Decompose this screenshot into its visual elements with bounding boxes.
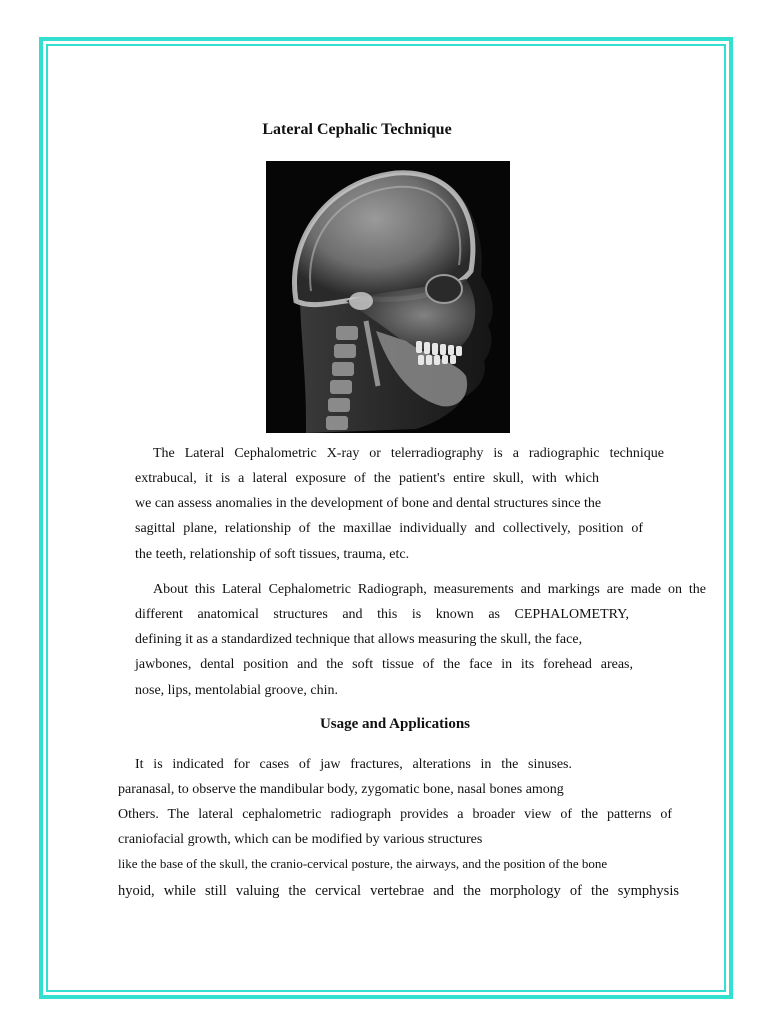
paragraph1-line: the teeth, relationship of soft tissues, trauma, etc. — [135, 547, 410, 562]
paragraph3-line: It is indicated for cases of jaw fractures, alterations in the sinuses. — [135, 757, 572, 772]
paragraph3-line: like the base of the skull, the cranio-cervical posture, the airways, and the position of the bone — [118, 856, 608, 871]
section-heading: Usage and Applications — [319, 716, 471, 732]
paragraph3-line: hyoid, while still valuing the cervical vertebrae and the morphology of the symphysis — [118, 883, 679, 899]
paragraph3-line: craniofacial growth, which can be modified by various structures — [118, 832, 483, 847]
paragraph1-line: The Lateral Cephalometric X-ray or telerradiography is a radiographic technique — [153, 446, 664, 461]
paragraph2-line: different anatomical structures and this is known as CEPHALOMETRY, — [135, 607, 629, 622]
paragraph2-line: defining it as a standardized technique that allows measuring the skull, the face, — [135, 632, 583, 647]
paragraph1-line: sagittal plane, relationship of the maxillae individually and collectively, position of — [135, 521, 643, 536]
paragraph2-line: jawbones, dental position and the soft tissue of the face in its forehead areas, — [135, 657, 633, 672]
paragraph1-line: we can assess anomalies in the development of bone and dental structures since the — [135, 496, 602, 511]
document-title: Lateral Cephalic Technique — [262, 121, 452, 138]
paragraph3-line: Others. The lateral cephalometric radiograph provides a broader view of the patterns of — [118, 807, 672, 822]
paragraph2-line: nose, lips, mentolabial groove, chin. — [135, 683, 338, 698]
paragraph2-line: About this Lateral Cephalometric Radiograph, measurements and markings are made on the — [153, 582, 706, 597]
paragraph3-line: paranasal, to observe the mandibular body, zygomatic bone, nasal bones among — [118, 782, 564, 797]
skull-xray-image — [266, 161, 510, 433]
skull-xray-drawing — [266, 161, 510, 433]
paragraph1-line: extrabucal, it is a lateral exposure of the patient's entire skull, with which — [135, 471, 599, 486]
